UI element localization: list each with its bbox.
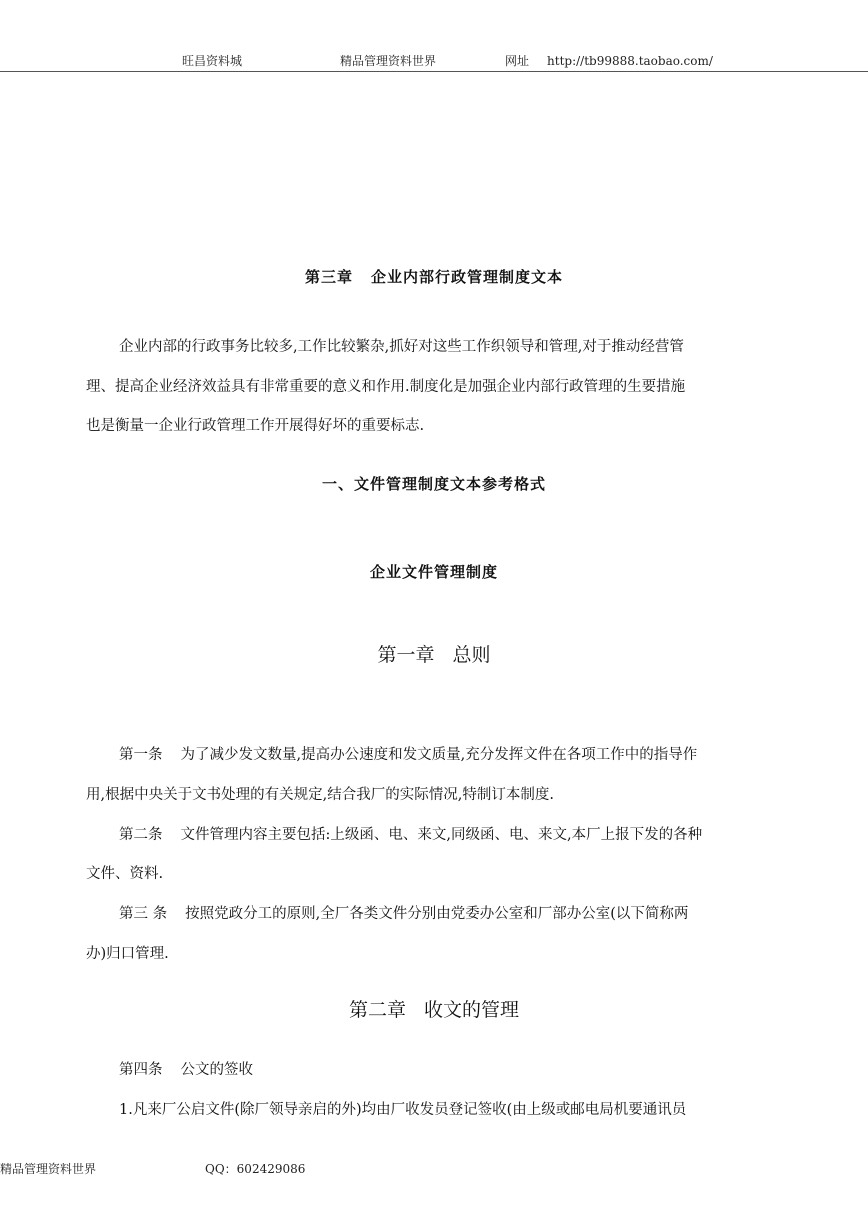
article-4: 第四条 公文的签收 — [119, 1062, 253, 1078]
footer-qq: QQ：602429086 — [205, 1162, 306, 1176]
article-2-line-2: 文件、资料. — [86, 866, 164, 882]
item-1: 1.凡来厂公启文件(除厂领导亲启的外)均由厂收发员登记签收(由上级或邮电局机要通讯员 — [119, 1102, 687, 1118]
header-slogan: 精品管理资料世界 — [340, 54, 437, 68]
header-url-label: 网址 — [505, 54, 530, 68]
footer-site: 精品管理资料世界 — [0, 1162, 97, 1176]
article-3-line-1: 第三 条 按照党政分工的原则,全厂各类文件分别由党委办公室和厂部办公室(以下简称两 — [119, 906, 689, 922]
header-site-name: 旺昌资料城 — [182, 54, 243, 68]
intro-line-1: 企业内部的行政事务比较多,工作比较繁杂,抓好对这些工作织领导和管理,对于推动经营管 — [119, 339, 684, 355]
chapter-title: 第三章 企业内部行政管理制度文本 — [304, 268, 564, 286]
article-1-line-2: 用,根据中央关于文书处理的有关规定,结合我厂的实际情况,特制订本制度. — [86, 787, 554, 803]
document-title: 企业文件管理制度 — [369, 563, 498, 581]
intro-line-2: 理、提高企业经济效益具有非常重要的意义和作用.制度化是加强企业内部行政管理的生要措施 — [86, 379, 686, 395]
chapter-1-heading: 第一章 总则 — [377, 644, 491, 666]
header-divider — [0, 71, 868, 72]
article-3-line-2: 办)归口管理. — [86, 946, 169, 962]
section-title: 一、文件管理制度文本参考格式 — [321, 475, 546, 493]
article-2-line-1: 第二条 文件管理内容主要包括:上级函、电、来文,同级函、电、来文,本厂上报下发的各种 — [119, 827, 703, 843]
article-1-line-1: 第一条 为了减少发文数量,提高办公速度和发文质量,充分发挥文件在各项工作中的指导作 — [119, 747, 698, 763]
header-url — [505, 52, 713, 69]
intro-line-3: 也是衡量一企业行政管理工作开展得好坏的重要标志. — [86, 418, 425, 434]
header-url-link[interactable]: http://tb99888.taobao.com/ — [547, 54, 713, 68]
chapter-2-heading: 第二章 收文的管理 — [348, 999, 520, 1021]
